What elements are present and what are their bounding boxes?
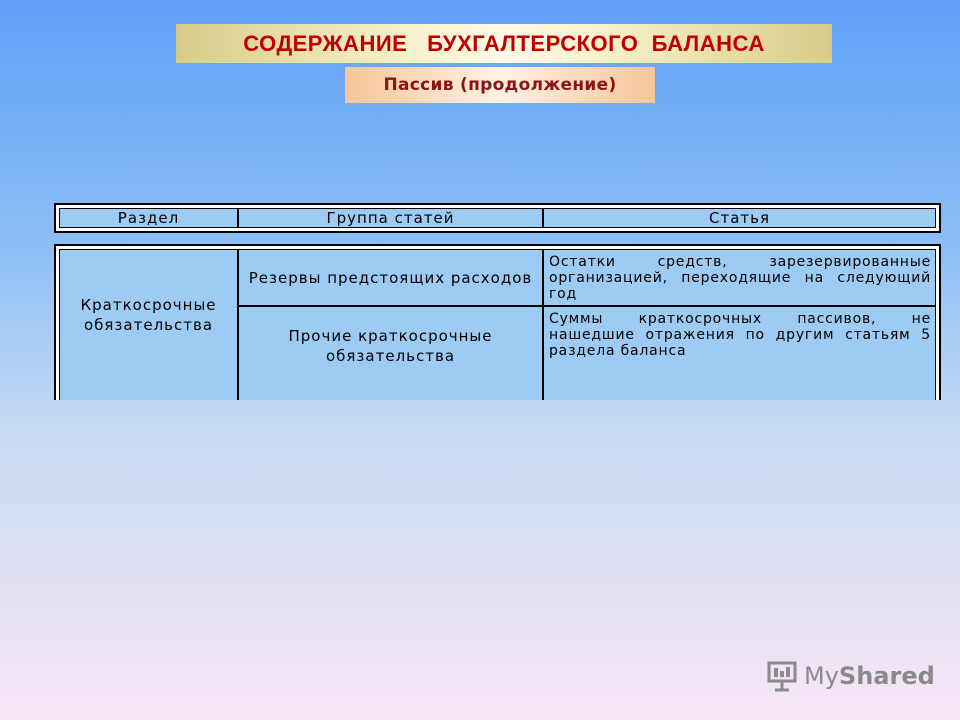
logo-text-regular: My: [804, 662, 839, 690]
group-cell-2: Прочие краткосрочные обязательства: [288, 327, 493, 365]
logo-text: [804, 662, 935, 690]
table-body: [54, 244, 941, 400]
section-cell: Краткосрочные обязательства: [80, 296, 217, 334]
header-section: Раздел: [117, 209, 180, 227]
slide-title: СОДЕРЖАНИЕ БУХГАЛТЕРСКОГО БАЛАНСА: [243, 30, 765, 56]
header-article: Статья: [708, 209, 770, 227]
table-header-inner: [59, 208, 936, 228]
table-header: [54, 203, 941, 233]
article-cell-2: Суммы краткосрочных пассивов, не нашедшие отражения по другим статьям 5 раздела баланса: [549, 311, 931, 359]
title-banner: [176, 24, 832, 63]
subtitle-banner: [345, 67, 655, 103]
group-cell-1: Резервы предстоящих расходов: [248, 268, 533, 287]
presentation-board-icon: [766, 659, 800, 693]
slide-subtitle: Пассив (продолжение): [383, 75, 617, 95]
header-group: Группа статей: [326, 209, 455, 227]
article-cell-1: Остатки средств, зарезервированные организацией, переходящие на следующий год: [549, 254, 931, 302]
logo-text-bold: Shared: [838, 662, 935, 690]
table-body-inner: [59, 249, 936, 400]
myshared-logo: [766, 656, 935, 696]
